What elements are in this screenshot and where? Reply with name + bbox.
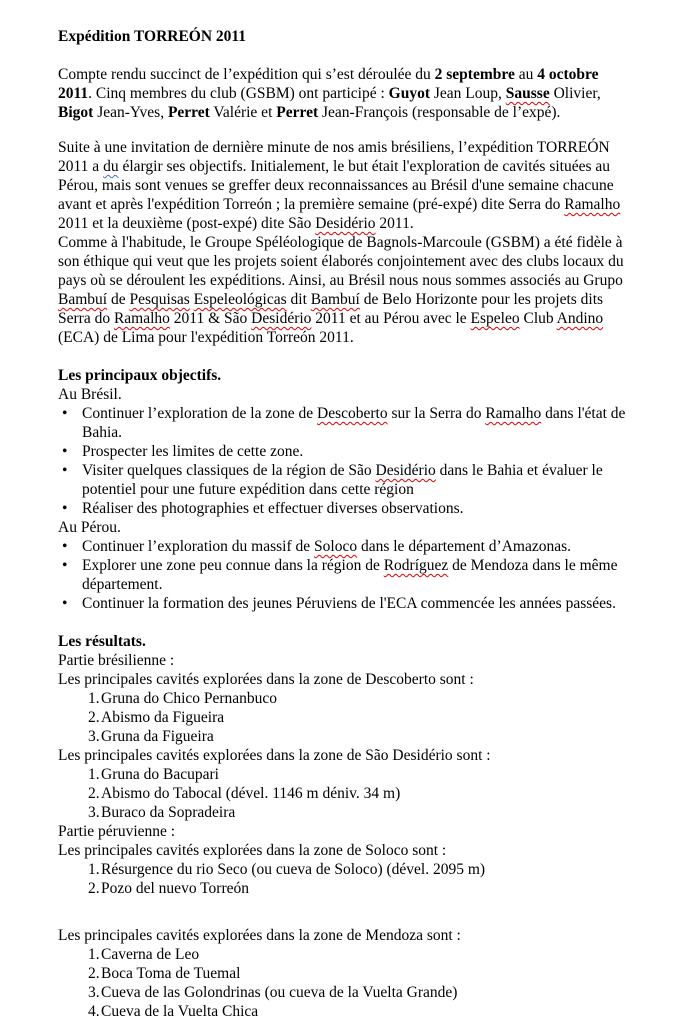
- item-number: 2.: [88, 709, 100, 726]
- text-run: Explorer une zone peu connue dans la région de: [82, 557, 384, 574]
- paragraph: [58, 746, 631, 765]
- text-run: 2 septembre: [434, 66, 515, 83]
- text-run: 2011 et la deuxième (post-expé) dite São: [58, 215, 316, 232]
- misspelled-word: Desidério: [375, 462, 436, 479]
- misspelled-word: Soloco: [314, 538, 358, 555]
- text-run: Suite à une invitation de dernière minute de nos amis brésiliens, l’expédition TORREÓN 2011 a: [58, 139, 610, 175]
- numbered-item: [58, 784, 631, 803]
- item-number: 1.: [88, 946, 100, 963]
- blank-line: [58, 46, 631, 65]
- text-run: Les principaux objectifs.: [58, 367, 222, 384]
- numbered-item: [58, 765, 631, 784]
- misspelled-word: Sausse: [505, 85, 550, 102]
- numbered-item: [58, 983, 631, 1002]
- text-run: dans le Bahia et évaluer le potentiel pour une future expédition dans cette région: [82, 462, 603, 498]
- text-run: Partie brésilienne :: [58, 652, 175, 669]
- text-run: Jean-Yves,: [93, 104, 168, 121]
- bullet-item: [58, 404, 631, 442]
- text-run: Au Pérou.: [58, 519, 121, 536]
- misspelled-word: Ramalho: [113, 310, 170, 327]
- text-run: Les principales cavités explorées dans la zone de Soloco sont :: [58, 842, 447, 859]
- numbered-item: [58, 689, 631, 708]
- text-run: Buraco da Sopradeira: [101, 804, 236, 821]
- paragraph: [58, 518, 631, 537]
- blank-line: [58, 122, 631, 138]
- item-number: 3.: [88, 804, 100, 821]
- paragraph: [58, 822, 631, 841]
- blank-line: [58, 347, 631, 366]
- numbered-item: [58, 708, 631, 727]
- text-run: de Belo Horizonte pour les projets dits Serra do: [58, 291, 604, 327]
- text-run: Au Brésil.: [58, 386, 122, 403]
- text-run: Les principales cavités explorées dans la zone de Mendoza sont :: [58, 927, 461, 944]
- numbered-item: [58, 860, 631, 879]
- misspelled-word: Ramalho: [485, 405, 542, 422]
- section-heading-objectives: [58, 366, 631, 385]
- text-run: . Cinq membres du club (GSBM) ont participé :: [88, 85, 389, 102]
- text-run: Bigot: [58, 104, 94, 121]
- numbered-item: [58, 945, 631, 964]
- item-number: 1.: [88, 766, 100, 783]
- bullet-icon: •: [62, 443, 68, 460]
- text-run: Gruna do Chico Pernanbuco: [101, 690, 278, 707]
- text-run: Partie péruvienne :: [58, 823, 176, 840]
- item-number: 3.: [88, 984, 100, 1001]
- paragraph: [58, 841, 631, 860]
- misspelled-word: Descoberto: [317, 405, 388, 422]
- text-run: Les principales cavités explorées dans la zone de São Desidério sont :: [58, 747, 491, 764]
- numbered-item: [58, 964, 631, 983]
- text-run: Continuer la formation des jeunes Péruviens de l'ECA commencée les années passées.: [82, 595, 616, 612]
- text-run: Les principales cavités explorées dans la zone de Descoberto sont :: [58, 671, 474, 688]
- text-run: Boca Toma de Tuemal: [101, 965, 241, 982]
- bullet-item: [58, 537, 631, 556]
- bullet-item: [58, 461, 631, 499]
- text-run: Club: [519, 310, 557, 327]
- misspelled-word: Bambuí: [310, 291, 360, 308]
- text-run: Comme à l'habitude, le Groupe Spéléologique de Bagnols-Marcoule (GSBM) a été fidèle à son éthique qui veut que les projets soient élaborés conjointement avec des clubs locaux du pays où se déroulent les expéditions. Ainsi, au Brésil nous nous sommes associés au Grupo: [58, 234, 624, 289]
- bullet-icon: •: [62, 538, 68, 555]
- text-run: de Mendoza dans le même département.: [82, 557, 618, 593]
- text-run: Abismo da Figueira: [101, 709, 225, 726]
- text-run: Jean Loup,: [430, 85, 506, 102]
- text-run: Guyot: [388, 85, 430, 102]
- text-run: dit: [286, 291, 311, 308]
- text-run: Perret: [167, 104, 210, 121]
- bullet-item: [58, 556, 631, 594]
- paragraph: [58, 926, 631, 945]
- text-run: élargir ses objectifs. Initialement, le but était l'exploration de cavités situées au Pérou, mais sont venues se greffer deux reconnaissances au Brésil d'une semaine chacune avant et après l'expédition Torreón ; la première semaine (pré-expé) dite Serra do: [58, 158, 614, 213]
- text-run: 2011 & São: [169, 310, 252, 327]
- text-run: sur la Serra do: [387, 405, 486, 422]
- text-run: dans l'état de Bahia.: [82, 405, 626, 441]
- misspelled-word: Espeleológicas: [193, 291, 287, 308]
- misspelled-word: Pesquisas: [129, 291, 190, 308]
- item-number: 2.: [88, 785, 100, 802]
- misspelled-word: Desidério: [315, 215, 376, 232]
- paragraph: [58, 385, 631, 404]
- misspelled-word: Bambuí: [58, 291, 108, 308]
- text-run: Les résultats.: [58, 633, 146, 650]
- item-number: 2.: [88, 965, 100, 982]
- misspelled-word: Ramalho: [564, 196, 621, 213]
- text-run: Jean-François (responsable de l’expé).: [318, 104, 561, 121]
- bullet-icon: •: [62, 405, 68, 422]
- bullet-icon: •: [62, 595, 68, 612]
- text-run: Gruna da Figueira: [101, 728, 214, 745]
- text-run: Continuer l’exploration du massif de: [82, 538, 315, 555]
- text-run: Continuer l’exploration de la zone de: [82, 405, 318, 422]
- text-run: Abismo do Tabocal (dével. 1146 m déniv. 34 m): [101, 785, 401, 802]
- text-run: Caverna de Leo: [101, 946, 200, 963]
- document-title: [58, 27, 631, 46]
- numbered-item: [58, 727, 631, 746]
- text-run: dans le département d’Amazonas.: [357, 538, 571, 555]
- bullet-item: [58, 442, 631, 461]
- bullet-item: [58, 594, 631, 613]
- paragraph: [58, 65, 631, 122]
- grammar-flagged-word: du: [103, 158, 119, 175]
- text-run: (ECA) de Lima pour l'expédition Torreón 2011.: [58, 329, 354, 346]
- numbered-item: [58, 1002, 631, 1021]
- numbered-item: [58, 803, 631, 822]
- text-run: Perret: [276, 104, 319, 121]
- text-run: 2011.: [375, 215, 414, 232]
- blank-line: [58, 613, 631, 632]
- item-number: 1.: [88, 690, 100, 707]
- text-run: Réaliser des photographies et effectuer diverses observations.: [82, 500, 464, 517]
- text-run: Résurgence du rio Seco (ou cueva de Soloco) (dével. 2095 m): [101, 861, 486, 878]
- section-heading-results: [58, 632, 631, 651]
- text-run: Compte rendu succinct de l’expédition qui s’est déroulée du: [58, 66, 435, 83]
- text-run: Gruna do Bacupari: [101, 766, 219, 783]
- text-run: Visiter quelques classiques de la région de São: [82, 462, 376, 479]
- item-number: 1.: [88, 861, 100, 878]
- misspelled-word: Desidério: [251, 310, 312, 327]
- paragraph: [58, 138, 631, 233]
- misspelled-word: Espeleo: [470, 310, 520, 327]
- text-run: Valérie et: [209, 104, 277, 121]
- text-run: 4 octobre 2011: [58, 66, 599, 102]
- bullet-icon: •: [62, 462, 68, 479]
- text-run: Pozo del nuevo Torreón: [101, 880, 249, 897]
- text-run: Prospecter les limites de cette zone.: [82, 443, 304, 460]
- blank-line: [58, 898, 631, 926]
- misspelled-word: Rodríguez: [383, 557, 449, 574]
- item-number: 3.: [88, 728, 100, 745]
- misspelled-word: Andino: [556, 310, 604, 327]
- paragraph: [58, 233, 631, 347]
- bullet-icon: •: [62, 557, 68, 574]
- text-run: 2011 et au Pérou avec le: [311, 310, 471, 327]
- text-run: Expédition TORREÓN 2011: [58, 28, 247, 45]
- text-run: Cueva de las Golondrinas (ou cueva de la Vuelta Grande): [101, 984, 458, 1001]
- text-run: Cueva de la Vuelta Chica: [101, 1003, 259, 1020]
- item-number: 4.: [88, 1003, 100, 1020]
- text-run: au: [514, 66, 538, 83]
- paragraph: [58, 651, 631, 670]
- paragraph: [58, 670, 631, 689]
- bullet-item: [58, 499, 631, 518]
- text-run: Olivier,: [549, 85, 601, 102]
- bullet-icon: •: [62, 500, 68, 517]
- text-run: de: [107, 291, 130, 308]
- numbered-item: [58, 879, 631, 898]
- item-number: 2.: [88, 880, 100, 897]
